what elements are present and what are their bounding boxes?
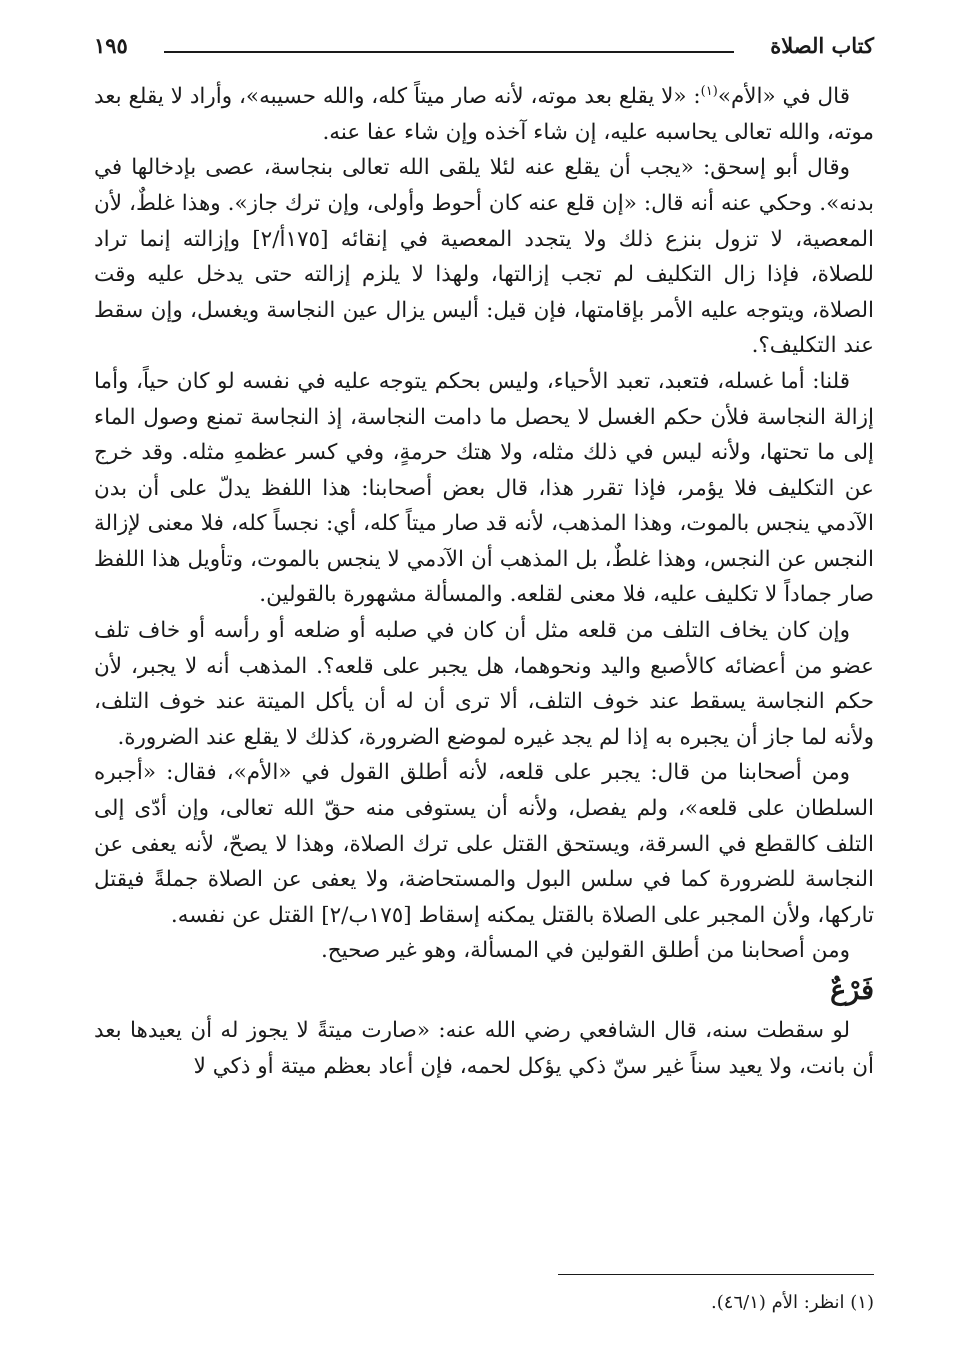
- paragraph: قلنا: أما غسله، فتعبد، تعبد الأحياء، وليس بحكم يتوجه عليه في نفسه لو كان حياً، وأما إزالة النجاسة فلأن حكم الغسل لا يحصل ما دامت النجاسة، إذ النجاسة تمنع وصول الماء إلى ما تحتها، ولأنه ليس في ذلك مثله، ولا هتك حرمةٍ، وفي كسر عظمهِ مثله. وقد خرج عن التكليف فلا يؤمر، فإذا تقرر هذا، قال بعض أصحابنا: هذا اللفظ يدلّ على أن بدن الآدمي ينجس بالموت، وهذا المذهب، لأنه قد صار ميتاً كله، أي: نجساً كله، فلا معنى لإزالة النجس عن النجس، وهذا غلطٌ، بل المذهب أن الآدمي لا ينجس بالموت، وتأويل هذا اللفظ صار جماداً لا تكليف عليه، فلا معنى لقلعه. والمسألة مشهورة بالقولين.: [94, 368, 874, 608]
- paragraph: لو سقطت سنه، قال الشافعي رضي الله عنه: «صارت ميتةً لا يجوز له أن يعيدها بعد أن بانت، ولا يعيد سناً غير سنّ ذكي يؤكل لحمه، فإن أعاد بعظم ميتة أو ذكي لا: [94, 1018, 874, 1079]
- page-number: ١٩٥: [94, 32, 128, 58]
- main-text: [94, 74, 874, 1084]
- header-rule: [164, 51, 734, 53]
- chapter-title: كتاب الصلاة: [770, 32, 874, 58]
- paragraph: ومن أصحابنا من قال: يجبر على قلعه، لأنه أطلق القول في «الأم»، فقال: «أجبره السلطان على قلعه»، ولم يفصل، ولأنه أن يستوفى منه حقّ الله تعالى، وإن أدّى إلى التلف كالقطع في السرقة، ويستحق القتل على ترك الصلاة، وهذا لا يصحّ، لأنه يعفى عن النجاسة للضرورة كما في سلس البول والمستحاضة، ولا يعفى عن الصلاة جملةً فيقتل تاركها، ولأن المجبر على الصلاة بالقتل يمكنه إسقاط [١٧٥ب/٢] القتل عن نفسه.: [94, 760, 874, 928]
- paragraph: قال في «الأم»$^{(١)}$: «لا يقلع بعد موته، لأنه صار ميتاً كله، والله حسيبه»، وأراد لا يقلع بعد موته، والله تعالى يحاسبه عليه، إن شاء آخذه وإن شاء عفا عنه.: [94, 84, 874, 145]
- section-heading: فَرْعٌ: [830, 975, 874, 1006]
- footnote-text: انظر: الأم (٤٦/١).: [711, 1292, 845, 1313]
- paragraph: وقال أبو إسحق: «يجب أن يقلع عنه لئلا يلقى الله تعالى بنجاسة، عصى بإدخالها في بدنه». وحكي عنه أنه قال: «إن قلع عنه كان أحوط وأولى، وإن ترك جاز». وهذا غلطٌ، لأن المعصية، لا تزول بنزع ذلك ولا يتجدد المعصية في إنقائه [١٧٥أ/٢] وإزالته إنما تراد للصلاة، فإذا زال التكليف لم تجب إزالتها، ولهذا لا يلزم إزالته حتى يدخل عليه وقت الصلاة، ويتوجه عليه الأمر بإقامتها، فإن قيل: أليس يزال عين النجاسة ويغسل، وإن سقط عند التكليف؟.: [94, 155, 875, 359]
- footnote-number: (١): [850, 1292, 874, 1313]
- paragraph: وإن كان يخاف التلف من قلعه مثل أن كان في صلبه أو ضلعه أو رأسه أو خاف تلف عضو من أعضائه كالأصبع واليد ونحوهما، هل يجبر على قلعه؟. المذهب أنه لا يجبر، لأن حكم النجاسة يسقط عند خوف التلف، ألا ترى أن له أن يأكل الميتة عند خوف التلف، ولأنه لما جاز أن يجبره به إذا لم يجد غيره لموضع الضرورة، كذلك لا يقلع عند الضرورة.: [94, 618, 874, 750]
- footnote-rule: [558, 1274, 874, 1275]
- footnote: [711, 1290, 874, 1316]
- book-page: [94, 28, 874, 1338]
- running-header: [94, 28, 874, 62]
- footnote-marker[interactable]: (١): [700, 84, 718, 99]
- paragraph: ومن أصحابنا من أطلق القولين في المسألة، وهو غير صحيح.: [320, 938, 850, 964]
